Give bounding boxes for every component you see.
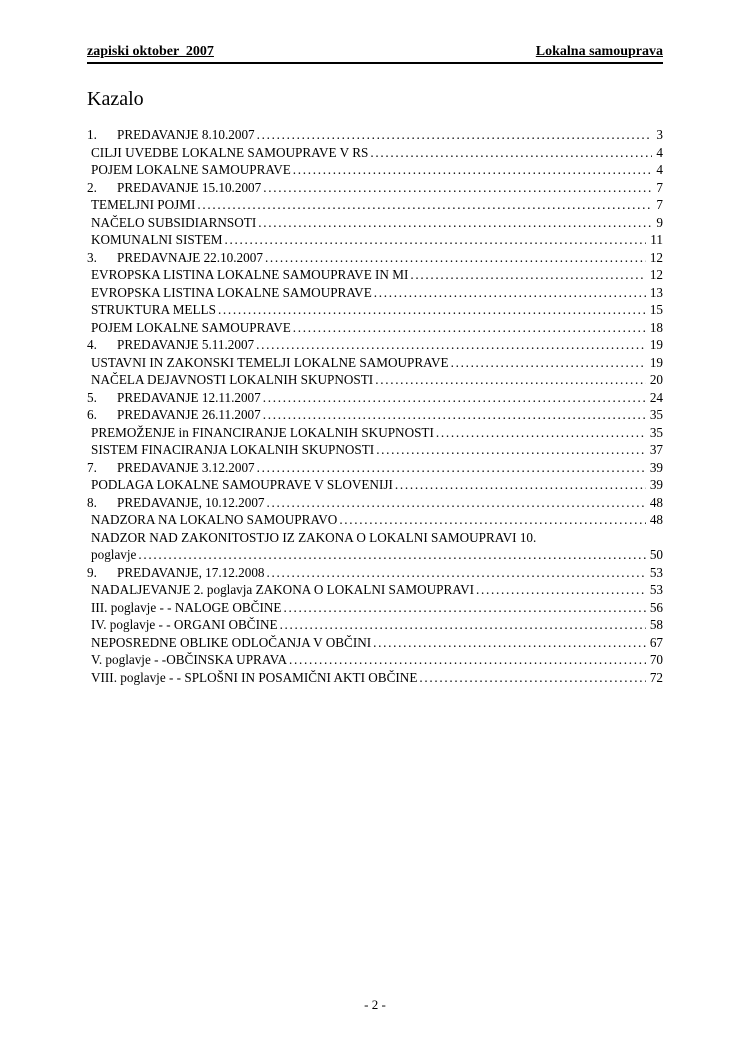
toc-entry-label: PREDAVANJE 8.10.2007: [117, 127, 255, 142]
dot-leader: [451, 354, 646, 372]
toc-entry-label: USTAVNI IN ZAKONSKI TEMELJI LOKALNE SAMOUPRAVE: [91, 354, 449, 370]
page-number-label: - 2 -: [364, 997, 386, 1012]
dot-leader: [283, 599, 645, 617]
toc-entry-page: 12: [649, 267, 663, 282]
toc-entry-label: PREDAVANJE, 10.12.2007: [117, 494, 265, 510]
toc-entry-page: 18: [649, 319, 663, 335]
toc-entry-number: 5.: [87, 389, 97, 405]
dot-leader: [395, 476, 646, 494]
dot-leader: [293, 319, 646, 337]
toc-entry[interactable]: [87, 546, 663, 564]
toc-entry-label: NAČELA DEJAVNOSTI LOKALNIH SKUPNOSTI: [91, 372, 374, 387]
toc-entry-label: NEPOSREDNE OBLIKE ODLOČANJA V OBČINI: [91, 634, 372, 650]
toc-entry-label: PREDAVANJE, 17.12.2008: [117, 564, 265, 580]
toc-entry[interactable]: [87, 214, 663, 232]
toc-entry-label: SISTEM FINACIRANJA LOKALNIH SKUPNOSTI: [91, 442, 375, 457]
toc-entry-page: 9: [656, 214, 663, 230]
dot-leader: [257, 459, 646, 477]
toc-entry[interactable]: [87, 616, 663, 634]
toc-entry-label: PREMOŽENJE in FINANCIRANJE LOKALNIH SKUPNOSTI: [91, 424, 434, 440]
dot-leader: [373, 634, 646, 652]
toc-entry[interactable]: [87, 529, 663, 547]
toc-entry[interactable]: [87, 284, 663, 302]
toc-entry[interactable]: [87, 266, 663, 284]
toc-entry-label: poglavje: [91, 547, 137, 562]
toc-entry-label: PREDAVANJE 12.11.2007: [117, 389, 261, 405]
dot-leader: [280, 616, 646, 634]
toc-entry-page: 50: [649, 547, 663, 562]
toc-entry-page: 53: [649, 564, 663, 580]
toc-entry-page: 19: [649, 337, 663, 352]
toc-entry[interactable]: [87, 301, 663, 319]
dot-leader: [267, 494, 646, 512]
dot-leader: [263, 389, 646, 407]
toc-entry-label: POJEM LOKALNE SAMOUPRAVE: [91, 319, 291, 335]
dot-leader: [289, 651, 646, 669]
toc-entry[interactable]: [87, 126, 663, 144]
toc-entry-page: 13: [649, 284, 663, 300]
toc-entry-label: PREDAVANJE 15.10.2007: [117, 179, 262, 195]
toc-entry-page: 4: [656, 162, 663, 177]
toc-entry-number: 6.: [87, 407, 97, 422]
dot-leader: [375, 371, 646, 389]
toc-entry-label: PREDAVANJE 3.12.2007: [117, 459, 255, 475]
dot-leader: [218, 301, 646, 319]
toc-entry-number: 3.: [87, 249, 97, 265]
toc-entry[interactable]: [87, 476, 663, 494]
dot-leader: [138, 546, 645, 564]
dot-leader: [376, 441, 646, 459]
toc-entry[interactable]: [87, 144, 663, 162]
dot-leader: [197, 196, 652, 214]
header-right-text: Lokalna samouprava: [535, 44, 663, 59]
toc-entry[interactable]: [87, 319, 663, 337]
toc-entry-label: NADALJEVANJE 2. poglavja ZAKONA O LOKALNI SAMOUPRAVI: [91, 582, 475, 597]
toc-entry-label: EVROPSKA LISTINA LOKALNE SAMOUPRAVE: [91, 284, 372, 300]
toc-entry-label: STRUKTURA MELLS: [91, 302, 216, 317]
dot-leader: [258, 214, 652, 232]
toc-entry[interactable]: [87, 161, 663, 179]
toc-entry[interactable]: [87, 599, 663, 617]
toc-entry[interactable]: [87, 511, 663, 529]
toc-entry-number: 9.: [87, 564, 97, 580]
toc-entry-page: 37: [649, 442, 663, 457]
toc-entry[interactable]: [87, 371, 663, 389]
toc-entry-page: 48: [649, 512, 663, 527]
dot-leader: [267, 564, 646, 582]
toc-entry[interactable]: [87, 336, 663, 354]
toc-entry-page: 39: [649, 459, 663, 475]
toc-entry-label: VIII. poglavje - - SPLOŠNI IN POSAMIČNI AKTI OBČINE: [91, 669, 418, 685]
toc-entry-page: 7: [656, 197, 663, 212]
toc-entry-number: 8.: [87, 494, 97, 510]
toc-entry-label: NADZOR NAD ZAKONITOSTJO IZ ZAKONA O LOKALNI SAMOUPRAVI 10.: [91, 529, 537, 545]
toc-entry-page: 19: [649, 354, 663, 370]
toc-entry-label: EVROPSKA LISTINA LOKALNE SAMOUPRAVE IN MI: [91, 267, 409, 282]
dot-leader: [263, 179, 652, 197]
toc-entry-page: 4: [656, 144, 663, 160]
toc-entry-label: NAČELO SUBSIDIARNSOTI: [91, 214, 257, 230]
toc-entry-page: 20: [649, 372, 663, 387]
toc-entry-label: CILJI UVEDBE LOKALNE SAMOUPRAVE V RS: [91, 144, 369, 160]
toc-entry-label: TEMELJNI POJMI: [91, 197, 196, 212]
toc-entry[interactable]: [87, 179, 663, 197]
toc-entry-label: IV. poglavje - - ORGANI OBČINE: [91, 617, 278, 632]
toc-list: [87, 126, 663, 686]
toc-entry-page: 56: [649, 599, 663, 615]
toc-entry[interactable]: [87, 424, 663, 442]
toc-entry-page: 35: [649, 424, 663, 440]
toc-entry-page: 58: [649, 617, 663, 632]
toc-entry-page: 7: [656, 179, 663, 195]
toc-entry[interactable]: [87, 651, 663, 669]
toc-entry[interactable]: [87, 494, 663, 512]
toc-entry-label: PREDAVANJE 5.11.2007: [117, 337, 255, 352]
toc-entry-page: 39: [649, 477, 663, 492]
dot-leader: [256, 336, 646, 354]
toc-entry[interactable]: [87, 389, 663, 407]
toc-entry[interactable]: [87, 459, 663, 477]
toc-entry-label: V. poglavje - -OBČINSKA UPRAVA: [91, 652, 288, 667]
toc-entry[interactable]: [87, 669, 663, 687]
toc-entry-page: 11: [650, 232, 663, 247]
header-left-text: zapiski oktober 2007: [87, 44, 214, 59]
dot-leader: [265, 249, 646, 267]
dot-leader: [419, 669, 645, 687]
toc-entry[interactable]: [87, 441, 663, 459]
dot-leader: [374, 284, 646, 302]
toc-entry-number: 4.: [87, 337, 97, 352]
toc-entry-page: 3: [656, 127, 663, 142]
toc-entry-page: 67: [649, 634, 663, 650]
dot-leader: [370, 144, 652, 162]
dot-leader: [293, 161, 653, 179]
toc-entry-page: 48: [649, 494, 663, 510]
dot-leader: [263, 406, 646, 424]
toc-entry[interactable]: [87, 354, 663, 372]
toc-entry-label: KOMUNALNI SISTEM: [91, 232, 223, 247]
dot-leader: [476, 581, 646, 599]
dot-leader: [436, 424, 646, 442]
toc-entry-page: 70: [649, 652, 663, 667]
toc-entry[interactable]: [87, 406, 663, 424]
toc-entry[interactable]: [87, 196, 663, 214]
toc-entry-page: 24: [649, 389, 663, 405]
dot-leader: [257, 126, 653, 144]
toc-entry-number: 7.: [87, 459, 97, 475]
toc-entry-number: 1.: [87, 127, 97, 142]
toc-title: Kazalo: [87, 88, 144, 110]
toc-entry[interactable]: [87, 231, 663, 249]
toc-entry-label: PREDAVNAJE 22.10.2007: [117, 249, 263, 265]
toc-entry-label: NADZORA NA LOKALNO SAMOUPRAVO: [91, 512, 338, 527]
toc-entry-label: III. poglavje - - NALOGE OBČINE: [91, 599, 282, 615]
toc-entry-page: 12: [649, 249, 663, 265]
toc-entry-page: 53: [649, 582, 663, 597]
page-header: [87, 44, 663, 64]
toc-entry-page: 15: [649, 302, 663, 317]
toc-entry-number: 2.: [87, 179, 97, 195]
dot-leader: [410, 266, 645, 284]
toc-entry[interactable]: [87, 249, 663, 267]
toc-entry-page: 35: [649, 407, 663, 422]
dot-leader: [339, 511, 646, 529]
toc-entry-label: POJEM LOKALNE SAMOUPRAVE: [91, 162, 291, 177]
toc-entry[interactable]: [87, 581, 663, 599]
toc-entry-label: PODLAGA LOKALNE SAMOUPRAVE V SLOVENIJI: [91, 477, 393, 492]
toc-entry[interactable]: [87, 634, 663, 652]
toc-entry[interactable]: [87, 564, 663, 582]
toc-entry-label: PREDAVANJE 26.11.2007: [117, 407, 261, 422]
dot-leader: [225, 231, 647, 249]
toc-entry-page: 72: [649, 669, 663, 685]
page-footer: [0, 997, 750, 1013]
